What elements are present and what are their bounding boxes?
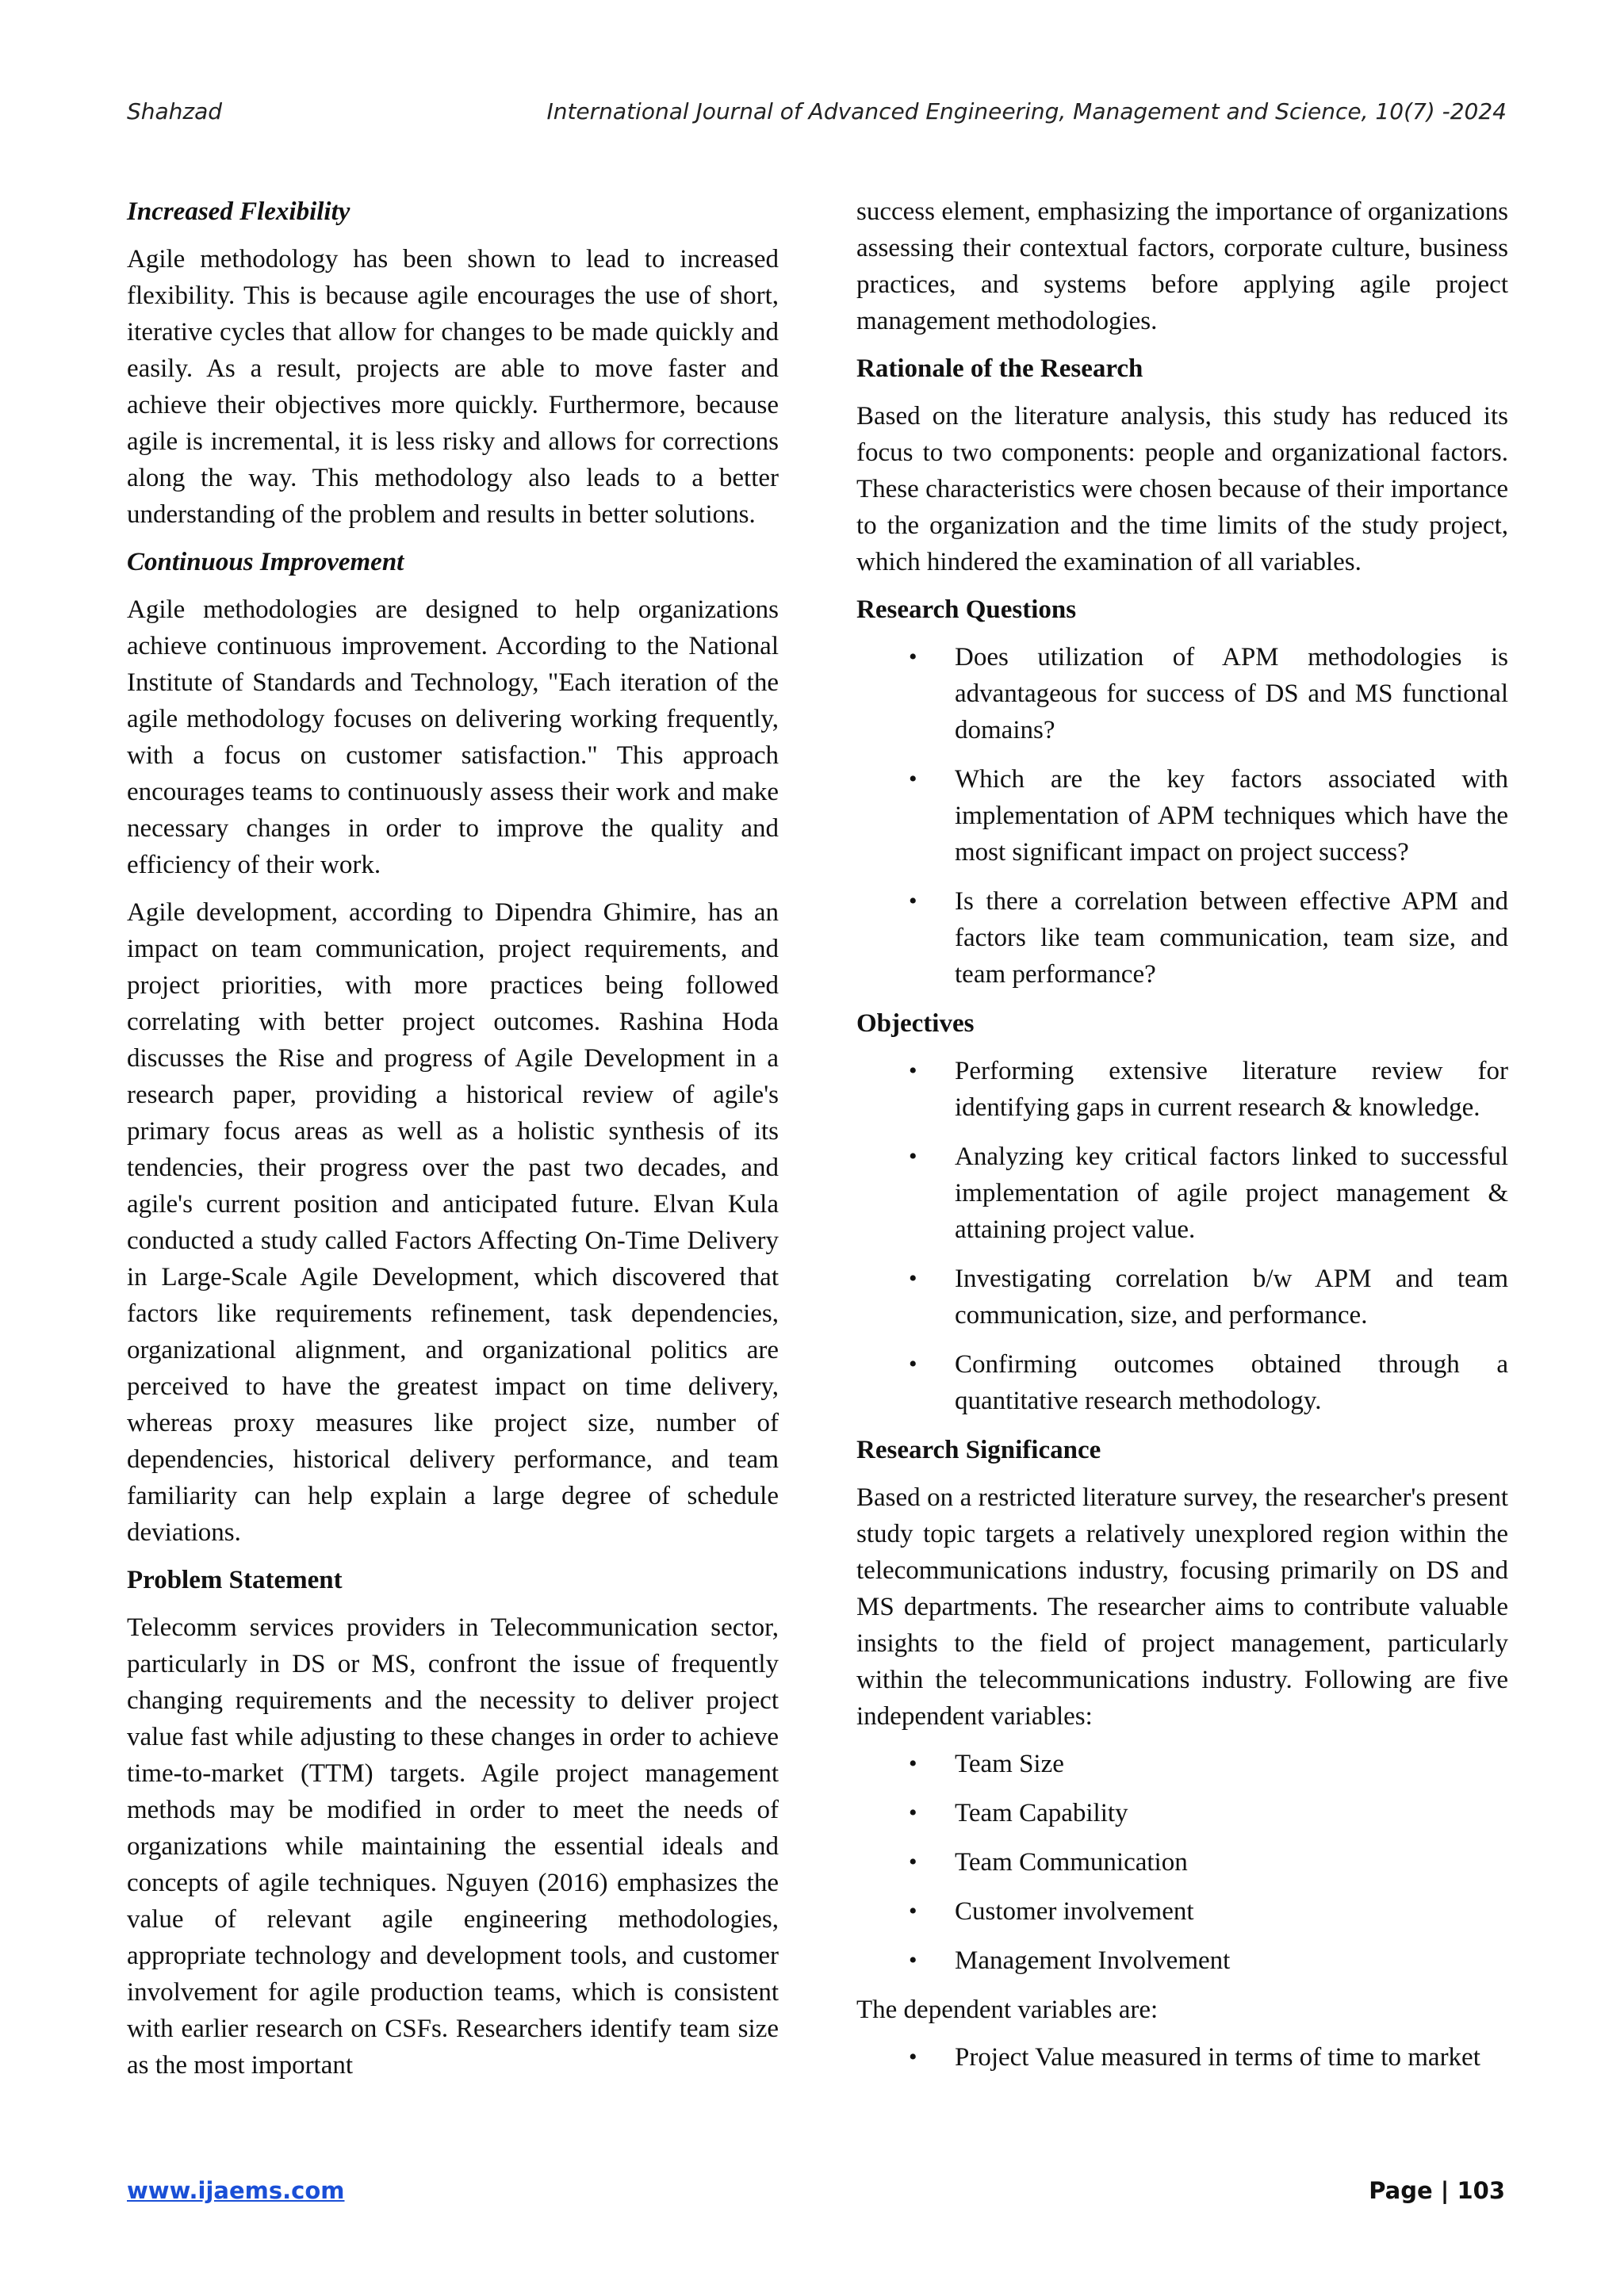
left-column bbox=[127, 193, 779, 2095]
list-item bbox=[856, 1795, 1508, 1831]
paragraph-continuous-improvement: Agile methodologies are designed to help organizations achieve continuous improvement. According to the National Institute of Standards and Technology, "Each iteration of the agile methodology focuses on delivering working frequently, with a focus on customer satisfaction." This approach encourages teams to continuously assess their work and make necessary changes in order to improve the quality and efficiency of their work. bbox=[127, 595, 779, 879]
list-item-text: Which are the key factors associated with implementation of APM techniques which have the most significant impact on project success? bbox=[955, 765, 1508, 867]
bullet-icon: • bbox=[909, 2044, 917, 2070]
independent-variables-list bbox=[856, 1746, 1508, 1979]
section-heading-increased-flexibility: Increased Flexibility bbox=[127, 197, 350, 226]
paragraph-problem-statement: Telecomm services providers in Telecommunication sector, particularly in DS or MS, confront the issue of frequently changing requirements and the necessity to deliver project value fast while adjusting to these changes in order to achieve time-to-market (TTM) targets. Agile project management methods may be modified in order to meet the needs of organizations while maintaining the essential ideals and concepts of agile techniques. Nguyen (2016) emphasizes the value of relevant agile engineering methodologies, appropriate technology and development tools, and customer involvement for agile production teams, which is consistent with earlier research on CSFs. Researchers identify team size as the most important bbox=[127, 1613, 779, 2080]
dependent-variables-list bbox=[856, 2039, 1508, 2076]
page-number: Page | 103 bbox=[1369, 2177, 1505, 2204]
list-item-text: Investigating correlation b/w APM and team communication, size, and performance. bbox=[955, 1265, 1508, 1330]
journal-website-link[interactable]: www.ijaems.com bbox=[127, 2177, 345, 2204]
paragraph-continued: success element, emphasizing the importance of organizations assessing their contextual factors, corporate culture, business practices, and systems before applying agile project management methodologies. bbox=[856, 197, 1508, 335]
list-item-text: Analyzing key critical factors linked to successful implementation of agile project management & attaining project value. bbox=[955, 1142, 1508, 1244]
bullet-icon: • bbox=[909, 1143, 917, 1169]
section-heading-rationale: Rationale of the Research bbox=[856, 354, 1143, 383]
section-heading-problem-statement: Problem Statement bbox=[127, 1566, 343, 1594]
bullet-icon: • bbox=[909, 1947, 917, 1973]
list-item bbox=[856, 1261, 1508, 1334]
list-item bbox=[856, 2039, 1508, 2076]
section-heading-research-significance: Research Significance bbox=[856, 1436, 1101, 1464]
bullet-icon: • bbox=[909, 1898, 917, 1924]
paragraph-agile-development: Agile development, according to Dipendra Ghimire, has an impact on team communication, project requirements, and project priorities, with more practices being followed correlating with better project outcomes. Rashina Hoda discusses the Rise and progress of Agile Development in a research paper, providing a historical review of agile's primary focus areas as well as a holistic synthesis of its tendencies, their progress over the past two decades, and agile's current position and anticipated future. Elvan Kula conducted a study called Factors Affecting On-Time Delivery in Large-Scale Agile Development, which discovered that factors like requirements refinement, task dependencies, organizational alignment, and organizational politics are perceived to have the greatest impact on time delivery, whereas proxy measures like project size, number of dependencies, historical delivery performance, and team familiarity can help explain a large degree of schedule deviations. bbox=[127, 898, 779, 1547]
list-item-text: Management Involvement bbox=[955, 1946, 1231, 1975]
list-item bbox=[856, 1746, 1508, 1782]
bullet-icon: • bbox=[909, 1058, 917, 1084]
list-item-text: Is there a correlation between effective APM and factors like team communication, team size, and team performance? bbox=[955, 887, 1508, 989]
section-heading-objectives: Objectives bbox=[856, 1009, 975, 1038]
section-heading-research-questions: Research Questions bbox=[856, 595, 1077, 624]
list-item-text: Customer involvement bbox=[955, 1897, 1194, 1926]
bullet-icon: • bbox=[909, 644, 917, 670]
list-item-text: Project Value measured in terms of time to market bbox=[955, 2043, 1480, 2072]
list-item-text: Team Communication bbox=[955, 1848, 1188, 1877]
bullet-icon: • bbox=[909, 888, 917, 914]
list-item bbox=[856, 1053, 1508, 1126]
list-item bbox=[856, 1346, 1508, 1419]
bullet-icon: • bbox=[909, 1849, 917, 1875]
bullet-icon: • bbox=[909, 1351, 917, 1377]
paragraph-dependent-variables: The dependent variables are: bbox=[856, 1996, 1159, 2024]
list-item bbox=[856, 1138, 1508, 1248]
bullet-icon: • bbox=[909, 1265, 917, 1292]
right-column bbox=[856, 193, 1508, 2088]
paragraph-flexibility: Agile methodology has been shown to lead to increased flexibility. This is because agile encourages the use of short, iterative cycles that allow for changes to be made quickly and easily. As a result, projects are able to move faster and achieve their objectives more quickly. Furthermore, because agile is incremental, it is less risky and allows for corrections along the way. This methodology also leads to a better understanding of the problem and results in better solutions. bbox=[127, 245, 779, 529]
research-questions-list bbox=[856, 639, 1508, 993]
list-item-text: Team Size bbox=[955, 1750, 1064, 1778]
bullet-icon: • bbox=[909, 766, 917, 792]
list-item-text: Performing extensive literature review for identifying gaps in current research & knowledge. bbox=[955, 1057, 1508, 1122]
list-item bbox=[856, 1844, 1508, 1881]
paragraph-significance: Based on a restricted literature survey, the researcher's present study topic targets a relatively unexplored region within the telecommunications industry, focusing primarily on DS and MS departments. The researcher aims to contribute valuable insights to the field of project management, particularly within the telecommunications industry. Following are five independent variables: bbox=[856, 1483, 1508, 1731]
list-item bbox=[856, 1942, 1508, 1979]
list-item bbox=[856, 883, 1508, 993]
list-item-text: Does utilization of APM methodologies is advantageous for success of DS and MS functional domains? bbox=[955, 643, 1508, 744]
paragraph-rationale: Based on the literature analysis, this study has reduced its focus to two components: people and organizational factors. These characteristics were chosen because of their importance to the organization and the time limits of the study project, which hindered the examination of all variables. bbox=[856, 402, 1508, 576]
running-header-journal: International Journal of Advanced Engineering, Management and Science, 10(7) -2024 bbox=[546, 98, 1507, 124]
running-header-author: Shahzad bbox=[127, 98, 223, 124]
list-item bbox=[856, 639, 1508, 748]
list-item-text: Confirming outcomes obtained through a quantitative research methodology. bbox=[955, 1350, 1508, 1415]
list-item-text: Team Capability bbox=[955, 1799, 1128, 1827]
bullet-icon: • bbox=[909, 1800, 917, 1826]
list-item bbox=[856, 761, 1508, 871]
section-heading-continuous-improvement: Continuous Improvement bbox=[127, 548, 404, 576]
list-item bbox=[856, 1893, 1508, 1930]
objectives-list bbox=[856, 1053, 1508, 1419]
bullet-icon: • bbox=[909, 1751, 917, 1777]
